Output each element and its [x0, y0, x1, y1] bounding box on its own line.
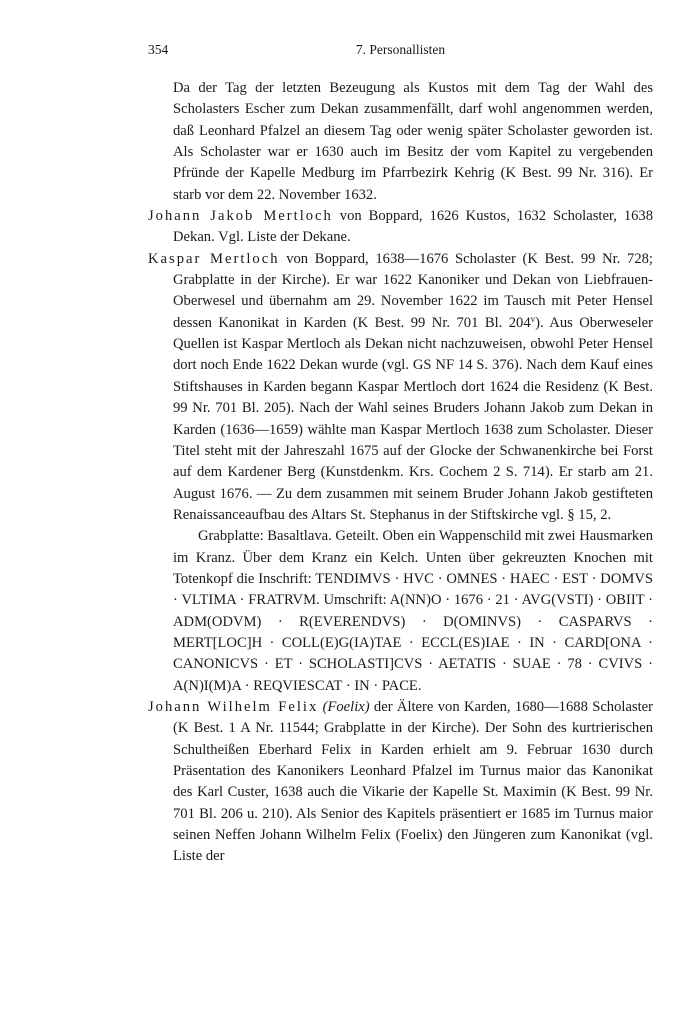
entry-johann-wilhelm-felix	[148, 697, 653, 868]
superscript-verso: v	[530, 313, 536, 324]
continuation-paragraph: Da der Tag der letzten Bezeugung als Kustos mit dem Tag der Wahl des Scholasters Escher zum Dekan zusammenfällt, darf wohl angenommen werden, daß Leonhard Pfalzel an diesem Tag oder wenig später Scholaster geworden ist. Als Scholaster war er 1630 auch im Besitz der vom Kapitel zu vergebenden Pfründe der Kapelle Medburg im Pfarrbezirk Kehrig (K Best. 99 Nr. 316). Er starb vor dem 22. November 1632.	[173, 80, 653, 203]
entry-text: von Boppard, 1638—1676 Scholaster (K Best. 99 Nr. 728; Grabplatte in der Kirche). Er war 1622 Kanoniker und Dekan von Liebfrauen-Oberwesel und übernahm am 29. November 1622 im Tausch mit Peter Hensel dessen Kanonikat in Karden (K Best. 99 Nr. 701 Bl. 204	[173, 250, 653, 331]
entry-text-continued: ). Aus Oberweseler Quellen ist Kaspar Mertloch als Dekan nicht nachzuweisen, obwohl Peter Hensel dort noch Ende 1622 Dekan wurde (vgl. GS NF 14 S. 376). Nach dem Kauf eines Stiftshauses in Karden begann Kaspar Mertloch dort 1624 die Residenz (K Best. 99 Nr. 701 Bl. 205). Nach der Wahl seines Bruders Johann Jakob zum Dekan in Karden (1636—1659) wählte man Kaspar Mertloch 1638 zum Scholaster. Dieser Titel steht mit der Jahreszahl 1675 auf der Glocke der Schwanenkirche bei Forst auf dem Kardener Berg (Kunstdenkm. Krs. Cochem 2 S. 714). Er starb am 21. August 1676. — Zu dem zusammen mit seinem Bruder Johann Jakob gestifteten Renaissanceaufbau des Altars St. Stephanus in der Stiftskirche vgl. § 15, 2.	[173, 314, 653, 523]
page-body	[148, 78, 653, 868]
entry-johann-jakob-mertloch	[148, 206, 653, 249]
grabplatte-paragraph: Grabplatte: Basaltlava. Geteilt. Oben ein Wappenschild mit zwei Hausmarken im Kranz. Über dem Kranz ein Kelch. Unten über gekreuzten Knochen mit Totenkopf die Inschrift: TENDIMVS · HVC · OMNES · HAEC · EST · DOMVS · VLTIMA · FRATRVM. Umschrift: A(NN)O · 1676 · 21 · AVG(VSTI) · OBIIT · ADM(ODVM) · R(EVERENDVS) · D(OMINVS) · CASPARVS · MERT[LOC]H · COLL(E)G(IA)TAE · ECCL(ES)IAE · IN · CARD[ONA · CANONICVS · ET · SCHOLASTI]CVS · AETATIS · SUAE · 78 · CVIVS · A(N)I(M)A · REQVIESCAT · IN · PACE.	[173, 528, 653, 694]
running-head: 7. Personallisten	[355, 42, 446, 57]
entry-text: von Boppard, 1626 Kustos, 1632 Scholaster, 1638 Dekan. Vgl. Liste der Dekane.	[173, 208, 654, 246]
person-name: Johann Wilhelm Felix	[148, 698, 319, 715]
page-number: 354	[148, 42, 169, 57]
page-header	[148, 42, 653, 62]
entry-text: der Ältere von Karden, 1680—1688 Scholaster (K Best. 1 A Nr. 11544; Grabplatte in der Kirche). Der Sohn des kurtrierischen Schultheißen Eberhard Felix in Karden erhielt am 9. Februar 1630 durch Präsentation des Kanonikers Leonhard Pfalzel im Turnus maior das Kanonikat des Karl Custer, 1638 auch die Vikarie der Kapelle St. Maximin (K Best. 99 Nr. 701 Bl. 206 u. 210). Als Senior des Kapitels präsentiert er 1685 im Turnus maior seinen Neffen Johann Wilhelm Felix (Foelix) den Jüngeren zum Kanonikat (vgl. Liste der	[173, 698, 653, 865]
entry-kaspar-mertloch	[148, 249, 653, 526]
person-name: Johann Jakob Mertloch	[148, 208, 333, 225]
name-variant: (Foelix)	[322, 698, 370, 715]
person-name: Kaspar Mertloch	[148, 250, 280, 267]
